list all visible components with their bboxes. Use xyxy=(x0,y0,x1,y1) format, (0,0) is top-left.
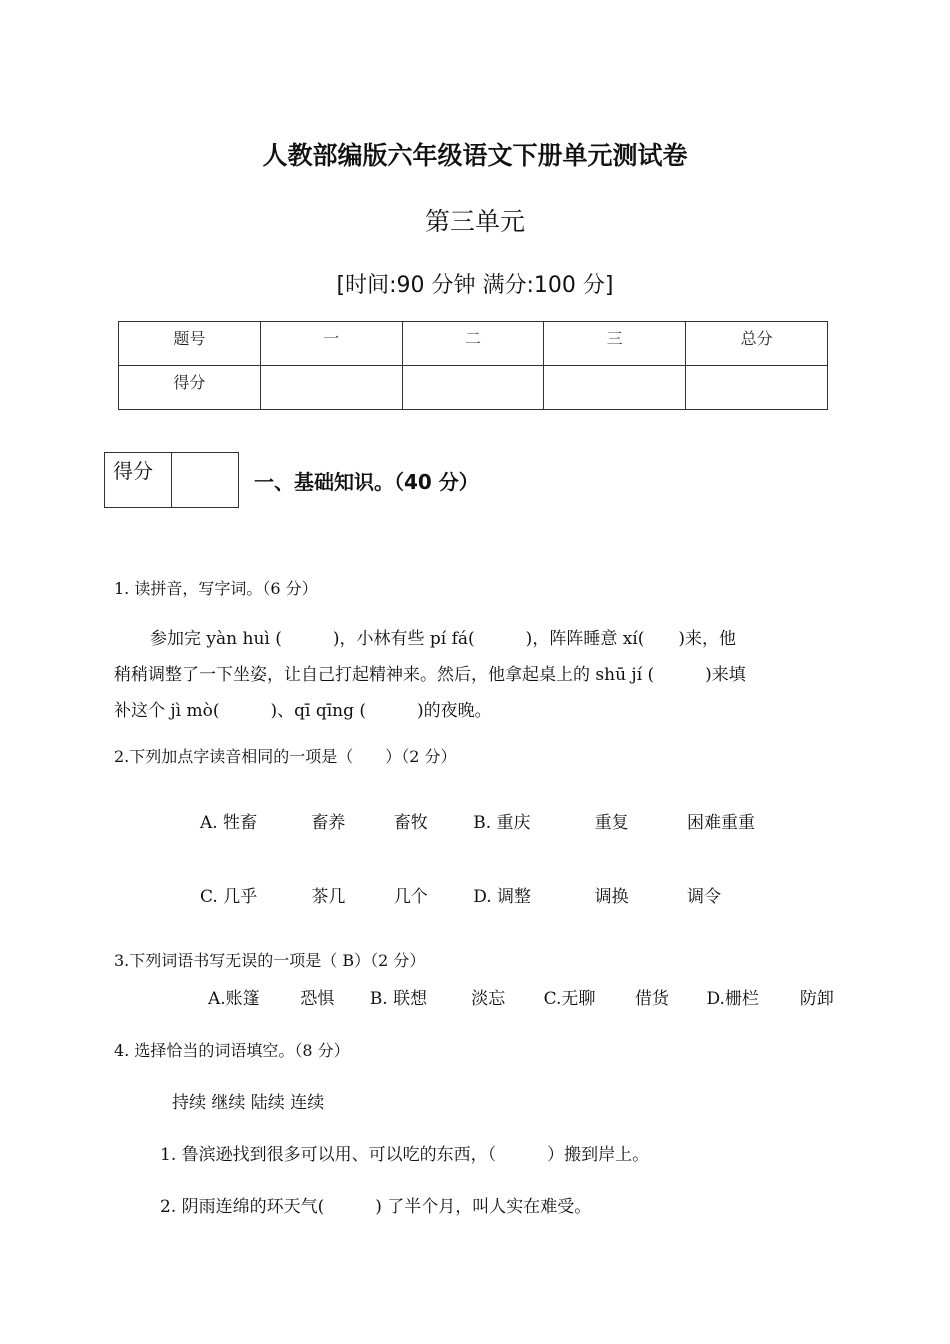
section-score-label: 得分 xyxy=(105,453,172,508)
section-score-field[interactable] xyxy=(172,453,239,508)
score-cell: 二 xyxy=(402,322,544,366)
exam-meta: [时间:90 分钟 满分:100 分] xyxy=(336,273,614,298)
score-cell: 总分 xyxy=(686,322,828,366)
score-cell xyxy=(686,366,828,410)
question-2-option-row xyxy=(200,808,755,833)
score-cell xyxy=(402,366,544,410)
section-heading: 一、基础知识。（40 分） xyxy=(254,470,479,494)
score-cell xyxy=(544,366,686,410)
question-4-sentence: 2. 阴雨连绵的环天气( ) 了半个月，叫人实在难受。 xyxy=(160,1197,592,1217)
page-title: 人教部编版六年级语文下册单元测试卷 xyxy=(262,141,688,170)
score-cell: 得分 xyxy=(119,366,261,410)
option-item: B. 重庆 xyxy=(473,813,531,833)
question-4-sentence: 1. 鲁滨逊找到很多可以用、可以吃的东西，（ ）搬到岸上。 xyxy=(160,1145,650,1165)
option-item: 畜养 xyxy=(311,813,346,833)
question-3-options xyxy=(208,984,834,1009)
question-1-line: 稍稍调整了一下坐姿，让自己打起精神来。然后，他拿起桌上的 shū jí ( )来填 xyxy=(114,665,746,685)
unit-subtitle: 第三单元 xyxy=(424,207,525,236)
question-4-title: 4. 选择恰当的词语填空。（8 分） xyxy=(114,1041,350,1060)
score-cell: 三 xyxy=(544,322,686,366)
option-item: 调令 xyxy=(687,887,722,907)
option-item: A.账篷 xyxy=(208,989,260,1009)
option-item: C.无聊 xyxy=(543,989,596,1009)
score-cell: 题号 xyxy=(119,322,261,366)
option-item: 淡忘 xyxy=(471,989,506,1009)
option-item: 畜牧 xyxy=(393,813,428,833)
option-item: 借货 xyxy=(635,989,670,1009)
option-item: 防卸 xyxy=(799,989,834,1009)
question-1-title: 1. 读拼音，写字词。（6 分） xyxy=(114,579,318,598)
question-1-line: 补这个 jì mò( )、qī qīng ( )的夜晚。 xyxy=(114,701,492,721)
option-item: A. 牲畜 xyxy=(200,813,258,833)
question-2-title: 2.下列加点字读音相同的一项是（ ）（2 分） xyxy=(114,747,457,766)
option-item: 调换 xyxy=(594,887,629,907)
score-table-score-row xyxy=(119,366,828,410)
option-item: C. 几乎 xyxy=(200,887,258,907)
option-item: 困难重重 xyxy=(687,813,756,833)
option-item: B. 联想 xyxy=(369,989,428,1009)
score-cell xyxy=(260,366,402,410)
option-item: 几个 xyxy=(393,887,428,907)
section-score-box xyxy=(104,452,239,508)
question-2-option-row xyxy=(200,882,721,907)
option-item: 茶几 xyxy=(311,887,346,907)
option-item: D. 调整 xyxy=(473,887,532,907)
question-1-line: 参加完 yàn huì ( )，小林有些 pí fá( )，阵阵睡意 xí( )来，他 xyxy=(150,629,737,649)
question-4-word-bank: 持续 继续 陆续 连续 xyxy=(172,1093,325,1113)
question-3-title: 3.下列词语书写无误的一项是（ B）（2 分） xyxy=(114,951,426,970)
option-item: 恐惧 xyxy=(300,989,335,1009)
option-item: 重复 xyxy=(594,813,629,833)
score-cell: 一 xyxy=(260,322,402,366)
score-table-header-row xyxy=(119,322,828,366)
option-item: D.栅栏 xyxy=(706,989,759,1009)
score-table xyxy=(118,321,828,410)
